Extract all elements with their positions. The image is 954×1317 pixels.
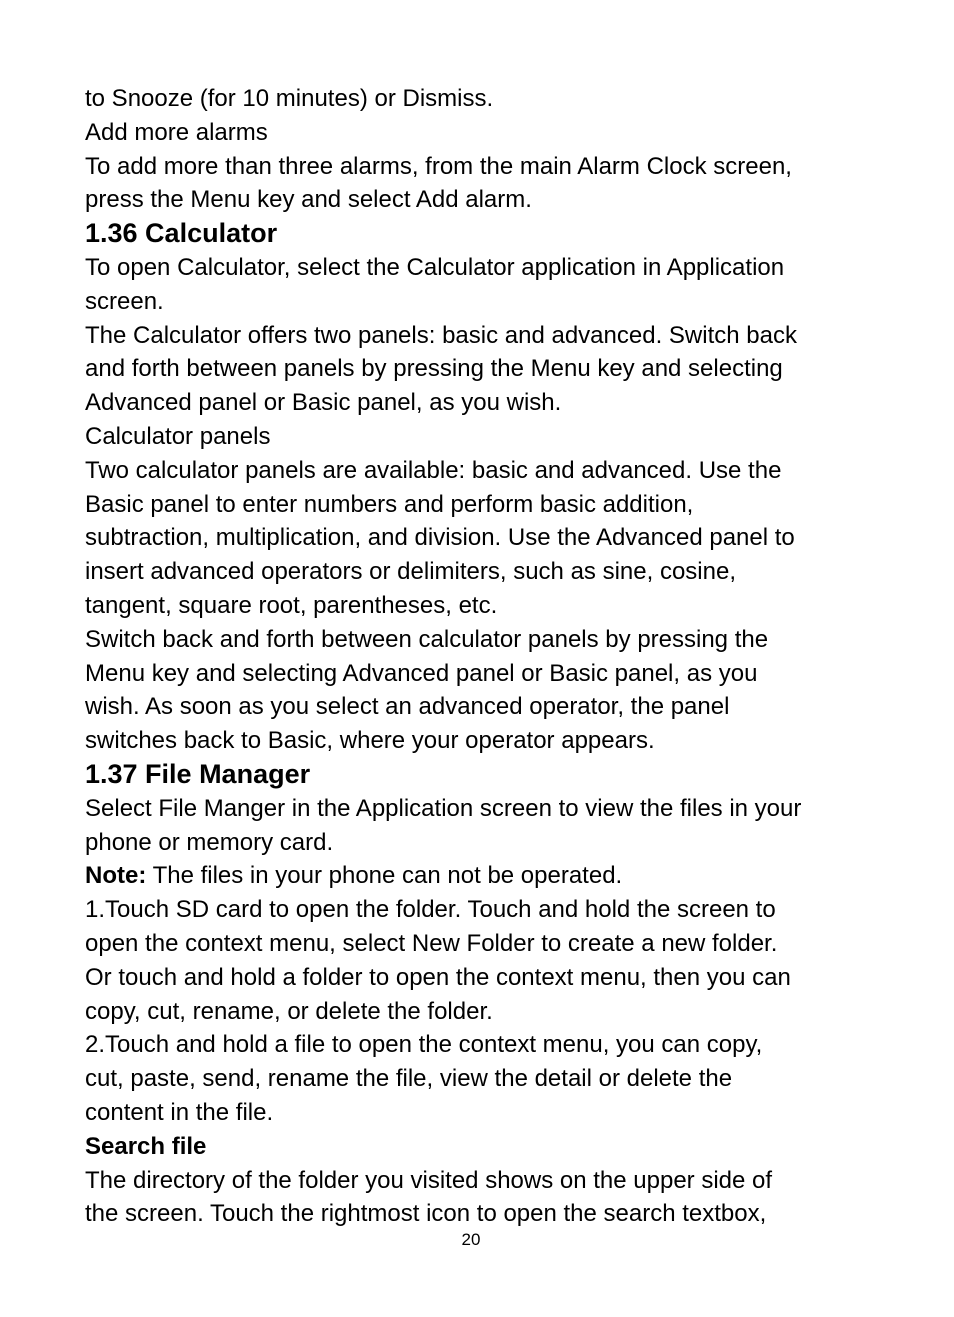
- note-text: The files in your phone can not be operated.: [146, 862, 623, 890]
- body-text-line: 2.Touch and hold a file to open the context menu, you can copy,: [85, 1031, 763, 1059]
- body-text-line: 1.Touch SD card to open the folder. Touch and hold the screen to: [85, 896, 776, 924]
- body-text-line: and forth between panels by pressing the Menu key and selecting: [85, 355, 783, 383]
- body-text-line: Advanced panel or Basic panel, as you wish.: [85, 389, 562, 417]
- body-text-line: cut, paste, send, rename the file, view the detail or delete the: [85, 1065, 733, 1093]
- body-text-line: To add more than three alarms, from the main Alarm Clock screen,: [85, 152, 792, 180]
- body-text-line: screen.: [85, 287, 164, 315]
- body-text-line: The Calculator offers two panels: basic and advanced. Switch back: [85, 321, 797, 349]
- body-text-line: To open Calculator, select the Calculator application in Application: [85, 253, 785, 281]
- body-text-line: The directory of the folder you visited shows on the upper side of: [85, 1166, 773, 1194]
- body-text-line: Menu key and selecting Advanced panel or Basic panel, as you: [85, 659, 758, 687]
- body-text-line: Select File Manger in the Application screen to view the files in your: [85, 794, 802, 822]
- body-text-line: wish. As soon as you select an advanced operator, the panel: [85, 693, 730, 721]
- body-text-line: press the Menu key and select Add alarm.: [85, 186, 532, 214]
- body-text-line: copy, cut, rename, or delete the folder.: [85, 997, 493, 1025]
- document-body: [85, 82, 885, 1231]
- subsection-label-calculator-panels: Calculator panels: [85, 422, 271, 450]
- subsection-heading-search-file: Search file: [85, 1132, 207, 1160]
- body-text-line: content in the file.: [85, 1098, 274, 1126]
- body-text-line: insert advanced operators or delimiters, such as sine, cosine,: [85, 558, 736, 586]
- body-text-line: open the context menu, select New Folder to create a new folder.: [85, 929, 778, 957]
- note-label: Note:: [85, 862, 147, 890]
- body-text-line: Switch back and forth between calculator panels by pressing the: [85, 625, 769, 653]
- section-heading-file-manager: 1.37 File Manager: [85, 758, 311, 789]
- body-text-line: subtraction, multiplication, and division. Use the Advanced panel to: [85, 524, 795, 552]
- body-text-line: Two calculator panels are available: basic and advanced. Use the: [85, 456, 782, 484]
- body-text-line: switches back to Basic, where your operator appears.: [85, 727, 655, 755]
- body-text-line: to Snooze (for 10 minutes) or Dismiss.: [85, 85, 494, 112]
- page-number: 20: [461, 1230, 481, 1249]
- body-text-line: tangent, square root, parentheses, etc.: [85, 591, 498, 619]
- note-line: [85, 859, 885, 893]
- body-text-line: the screen. Touch the rightmost icon to open the search textbox,: [85, 1200, 767, 1228]
- subsection-label-add-more-alarms: Add more alarms: [85, 118, 268, 146]
- body-text-line: Or touch and hold a folder to open the context menu, then you can: [85, 963, 791, 991]
- body-text-line: phone or memory card.: [85, 828, 334, 856]
- section-heading-calculator: 1.36 Calculator: [85, 218, 278, 249]
- body-text-line: Basic panel to enter numbers and perform basic addition,: [85, 490, 694, 518]
